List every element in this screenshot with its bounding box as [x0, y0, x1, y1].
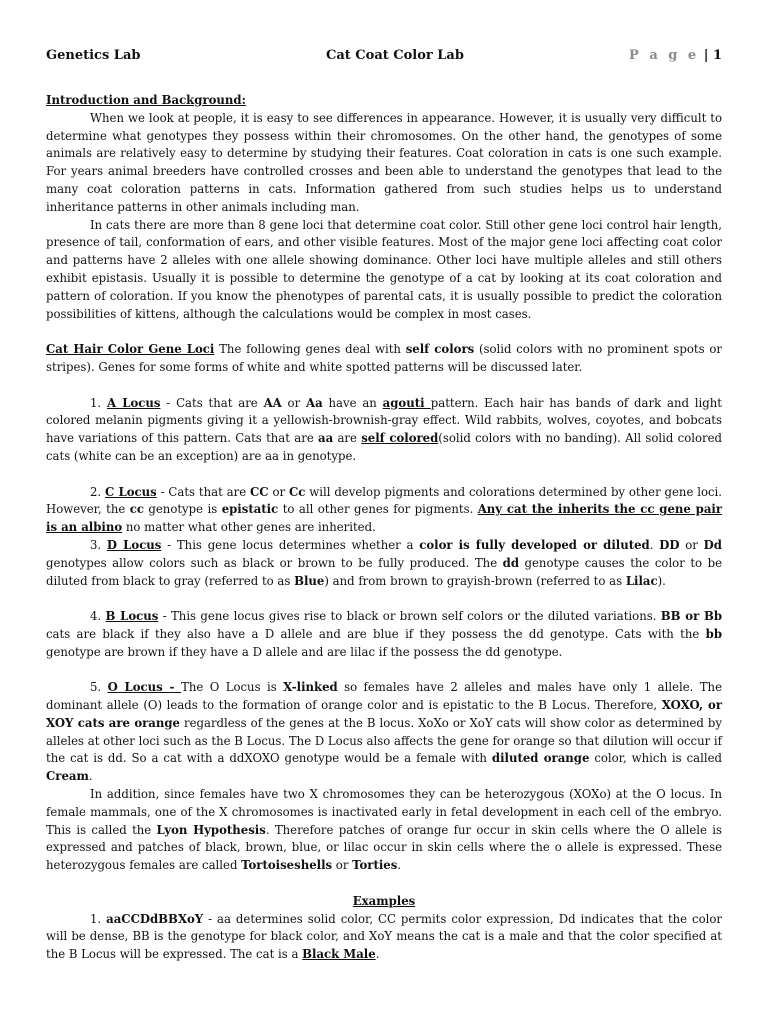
- intro-heading: Introduction and Background:: [46, 93, 246, 107]
- d-locus-title: D Locus: [106, 537, 162, 552]
- header-page-word: P a g e: [629, 48, 700, 63]
- c-locus-paragraph: 2. C Locus - Cats that are CC or Cc will develop pigments and colorations determined by other gene loci. However, the cc genotype is epistatic to all other genes for pigments. Any cat the inherits the cc gene pair is an albino no matter what other genes are inherited.: [46, 484, 722, 535]
- example-1-result: Black Male: [302, 947, 376, 962]
- header-course: Genetics Lab: [46, 48, 141, 63]
- c-locus-title: C Locus: [105, 484, 157, 499]
- lyon-paragraph: In addition, since females have two X chromosomes they can be heterozygous (XOXo) at the O locus. In female mammals, one of the X chromosomes is inactivated early in fetal development in each cell of the embryo. This is called the Lyon Hypothesis. Therefore patches of orange fur occur in skin cells where the O allele is expressed and patches of black, brown, blue, or lilac occur in skin cells where the o allele is expressed. These heterozygous females are called Tortoiseshells or Torties.: [46, 787, 722, 873]
- page-header: [46, 44, 722, 64]
- a-locus-title: A Locus: [107, 395, 161, 410]
- examples-heading-row: [46, 893, 722, 911]
- example-1-paragraph: 1. aaCCDdBBXoY - aa determines solid color, CC permits color expression, Dd indicates that the color will be dense, BB is the genotype for black color, and XoY means the cat is a male and that the color specified at the B Locus will be expressed. The cat is a Black Male.: [46, 911, 722, 962]
- example-1-genotype: aaCCDdBBXoY: [106, 911, 204, 926]
- o-locus-title: O Locus -: [107, 680, 182, 695]
- intro-paragraph-2: In cats there are more than 8 gene loci that determine coat color. Still other gene loci control hair length, presence of tail, conformation of ears, and other visible features. Most of the major gene loci affecting coat color and patterns have 2 alleles with one allele showing dominance. Other loci have multiple alleles and still others exhibit epistasis. Usually it is possible to determine the genotype of a cat by looking at its coat coloration and pattern of coloration. If you know the phenotypes of parental cats, it is usually possible to predict the coloration possibilities of kittens, although the calculations would be complex in most cases.: [46, 217, 722, 321]
- examples-heading: Examples: [352, 893, 416, 908]
- header-page-number: | 1: [699, 48, 722, 63]
- document-body: [46, 92, 722, 964]
- b-locus-title: B Locus: [105, 609, 159, 624]
- header-title: Cat Coat Color Lab: [326, 48, 464, 63]
- d-locus-paragraph: 3. D Locus - This gene locus determines whether a color is fully developed or diluted. DD or Dd genotypes allow colors such as black or brown to be fully produced. The dd genotype causes the color to be diluted from black to gray (referred to as Blue) and from brown to grayish-brown (referred to as Lilac).: [46, 537, 722, 588]
- b-locus-paragraph: 4. B Locus - This gene locus gives rise to black or brown self colors or the diluted variations. BB or Bb cats are black if they also have a D allele and are blue if they possess the dd genotype. Cats with the bb genotype are brown if they have a D allele and are lilac if the possess the dd genotype.: [46, 609, 722, 659]
- hair-color-heading: Cat Hair Color Gene Loci: [46, 342, 215, 357]
- o-locus-paragraph: 5. O Locus - The O Locus is X-linked so females have 2 alleles and males have only 1 allele. The dominant allele (O) leads to the formation of orange color and is epistatic to the B Locus. Therefore, XOXO, or XOY cats are orange regardless of the genes at the B locus. XoXo or XoY cats will show color as determined by alleles at other loci such as the B Locus. The D Locus also affects the gene for orange so that dilution will occur if the cat is dd. So a cat with a ddXOXO genotype would be a female with diluted orange color, which is called Cream.: [46, 680, 722, 784]
- intro-paragraph-1: When we look at people, it is easy to see differences in appearance. However, it is usually very difficult to determine what genotypes they possess within their chromosomes. On the other hand, the genotypes of some animals are relatively easy to determine by studying their features. Coat coloration in cats is one such example. For years animal breeders have controlled crosses and been able to understand the genotypes that lead to the many coat coloration patterns in cats. Information gathered from such studies helps us to understand inheritance patterns in other animals including man.: [46, 110, 722, 214]
- hair-color-paragraph: Cat Hair Color Gene Loci The following genes deal with self colors (solid colors with no prominent spots or stripes). Genes for some forms of white and white spotted patterns will be discussed later.: [46, 342, 722, 374]
- a-locus-paragraph: 1. A Locus - Cats that are AA or Aa have an agouti pattern. Each hair has bands of dark and light colored melanin pigments giving it a yellowish-brownish-gray effect. Wild rabbits, wolves, coyotes, and bobcats have variations of this pattern. Cats that are aa are self colored(solid colors with no banding). All solid colored cats (white can be an exception) are aa in genotype.: [46, 395, 722, 463]
- header-page: [629, 48, 722, 63]
